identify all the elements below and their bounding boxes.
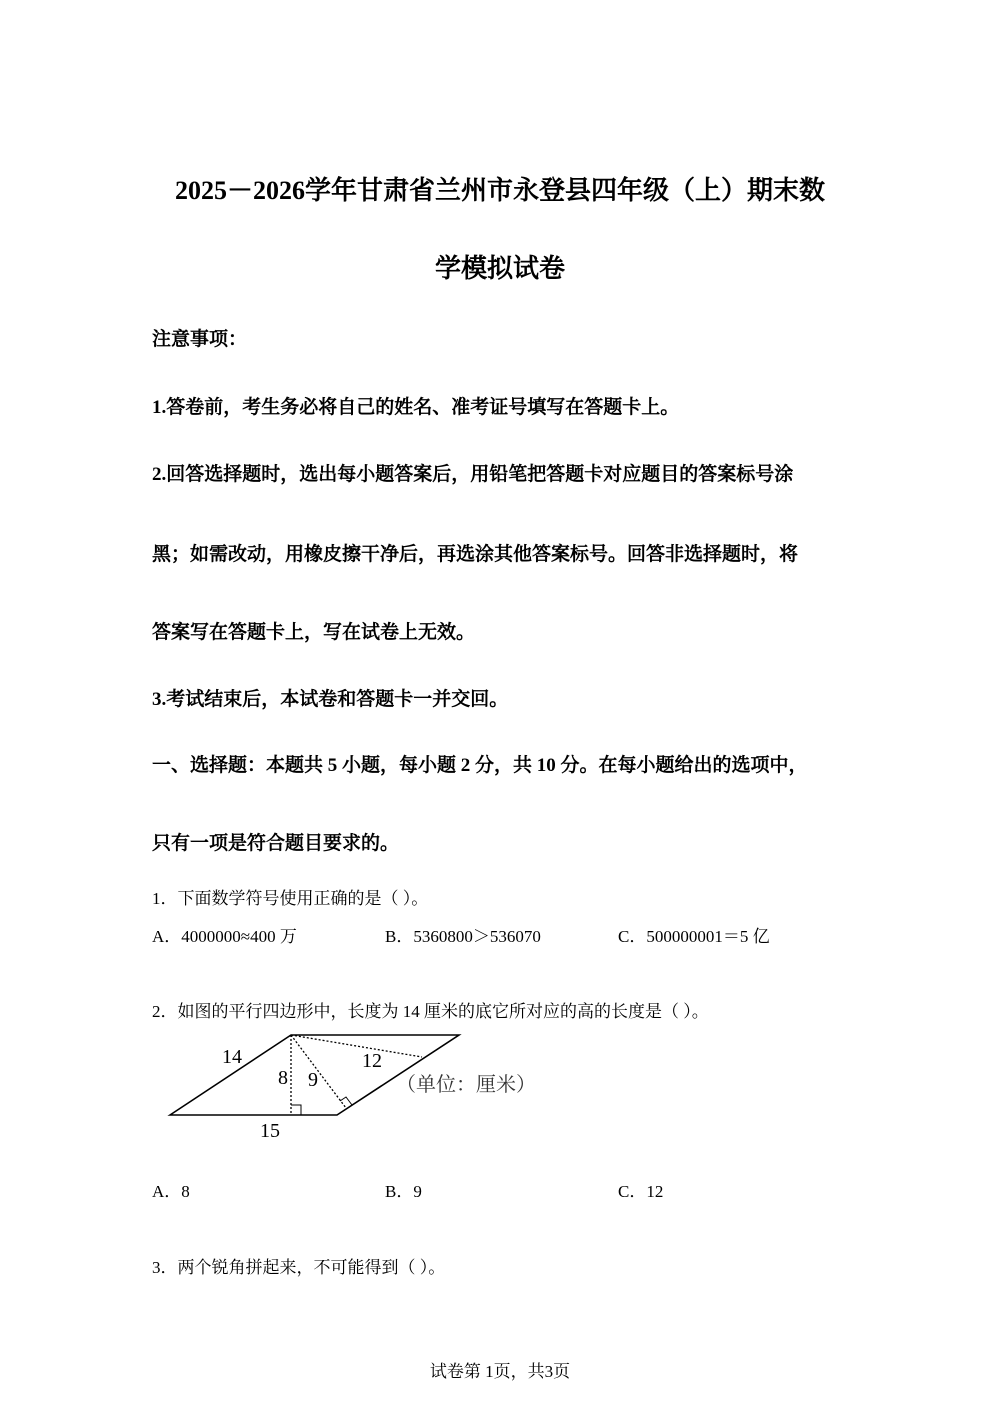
label-8: 8 <box>278 1067 288 1089</box>
section-heading-line1: 一、选择题：本题共 5 小题，每小题 2 分，共 10 分。在每小题给出的选项中， <box>152 755 808 776</box>
question-2-option-b: B．9 <box>385 1182 422 1201</box>
right-angle-mark-base <box>291 1105 301 1115</box>
notice-item-2-line2: 黑；如需改动，用橡皮擦干净后，再选涂其他答案标号。回答非选择题时，将 <box>152 544 799 565</box>
question-2-stem: 2．如图的平行四边形中，长度为 14 厘米的底它所对应的高的长度是（ ）。 <box>152 1002 709 1021</box>
segment-12-line <box>291 1035 422 1057</box>
exam-title-line2: 学模拟试卷 <box>434 254 565 283</box>
notice-item-1: 1.答卷前，考生务必将自己的姓名、准考证号填写在答题卡上。 <box>152 397 680 418</box>
question-1-option-b: B．5360800＞536070 <box>385 927 541 946</box>
question-1-option-a: A．4000000≈400 万 <box>152 927 297 946</box>
question-1-stem: 1．下面数学符号使用正确的是（ ）。 <box>152 889 429 908</box>
notice-item-2-line3: 答案写在答题卡上，写在试卷上无效。 <box>152 622 476 643</box>
parallelogram-figure <box>160 1025 560 1145</box>
section-heading-line2: 只有一项是符合题目要求的。 <box>152 833 400 854</box>
unit-label: （单位：厘米） <box>396 1074 536 1096</box>
page-footer: 试卷第 1页，共3页 <box>429 1362 571 1381</box>
question-2-option-a: A．8 <box>152 1182 190 1201</box>
question-2-option-c: C．12 <box>618 1182 664 1201</box>
notice-item-2-line1: 2.回答选择题时，选出每小题答案后，用铅笔把答题卡对应题目的答案标号涂 <box>152 464 794 485</box>
label-9: 9 <box>308 1069 318 1091</box>
label-15: 15 <box>260 1120 280 1142</box>
notice-item-3: 3.考试结束后，本试卷和答题卡一并交回。 <box>152 689 509 710</box>
label-12: 12 <box>362 1050 382 1072</box>
height-9-line <box>291 1035 346 1108</box>
right-angle-mark-side <box>340 1097 352 1105</box>
label-14: 14 <box>222 1046 242 1068</box>
question-3-stem: 3．两个锐角拼起来，不可能得到（ ）。 <box>152 1258 446 1277</box>
notice-heading: 注意事项： <box>152 329 248 350</box>
exam-title-line1: 2025－2026学年甘肃省兰州市永登县四年级（上）期末数 <box>174 176 825 205</box>
question-1-option-c: C．500000001＝5 亿 <box>618 927 770 946</box>
